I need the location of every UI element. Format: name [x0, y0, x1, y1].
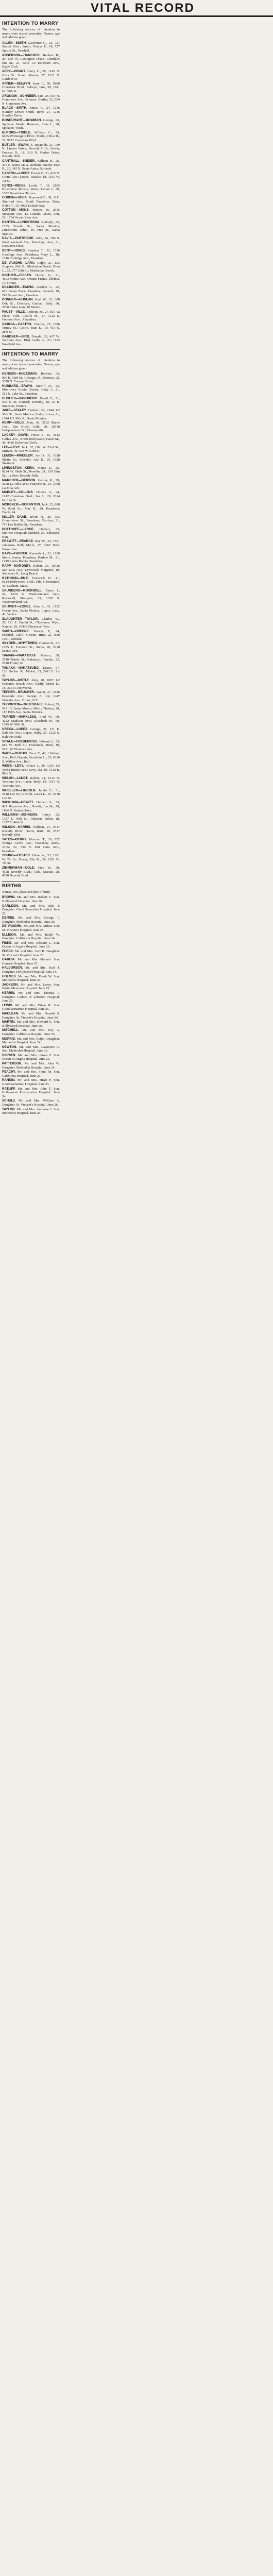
entry-text: Robert, 23, 10726 San Luis Ave., Lynwood; Margaret, 19, Somerset St., Long Beach.: [2, 564, 60, 576]
entry-name: SLAUGHTER—TAYLOR.: [2, 617, 39, 621]
entry-text: Herbert, 33, Melrose Hospital; Mildred, 23, Eldorado, Kan.: [2, 527, 60, 539]
record-entry: [2, 1099, 60, 1107]
entry-name: DE VAUGHN.: [2, 924, 23, 928]
entry-name: WILSON—HARRIS.: [2, 825, 31, 829]
entry-text: Thomas R., 27, 1075 E. Fremont St.; Stella, 20, 2210 Scenic Ave.: [2, 641, 60, 653]
entry-name: WICKHAM—HEWITT.: [2, 801, 34, 805]
entry-name: CENCI—WEISS.: [2, 183, 27, 188]
entry-name: CORBIN—SHEA.: [2, 196, 28, 200]
record-entry: [2, 515, 60, 527]
entry-name: DE VAUGHN—LARA.: [2, 261, 36, 265]
record-entry: [2, 666, 60, 678]
entry-text: Mr. and Mrs. Edgar R. Son. Good Samaritan Hospital. June 25.: [2, 1003, 60, 1011]
record-entry: [2, 866, 60, 878]
record-entry: [2, 184, 60, 196]
record-entry: [2, 1037, 60, 1045]
entry-text: Robert, 24, 1513 N. Vermont Ave.; Landt, Betty, 19, 1513 N. Vermont Ave.: [2, 776, 60, 788]
entry-name: MARLEY—COLLINS.: [2, 490, 34, 495]
section-intro: Names, sex, place and date of birth.: [2, 890, 51, 894]
entry-name: KERRIN.: [2, 991, 15, 995]
entry-text: Leslie T., 31, 2105 Broadview Terrace; Weiss, Lillian J., 29, 1052 Broadview Terrace.: [2, 183, 60, 195]
entry-name: DONNER—GUNLAN.: [2, 298, 34, 302]
entry-name: MACLEAN.: [2, 1011, 19, 1015]
entry-text: Reuben B., 29, 539 W. Lexington Drive, Glendale; Sue M., 21, 5243 1/2 Delaware Ave., Eagle Rock.: [2, 53, 60, 69]
section-0: [2, 21, 60, 346]
record-entry: [2, 466, 60, 478]
record-entry: [2, 384, 60, 396]
section-divider: [2, 349, 60, 350]
section-heading: BIRTHS: [2, 883, 22, 889]
entry-name: DANTES—LUNDSTROM.: [2, 220, 40, 224]
entry-name: RANKIN.: [2, 1078, 15, 1082]
record-entry: [2, 479, 60, 490]
entry-text: Charles W., 28, 121 E. Euclid St., Cheyenne, Wyo.; Nannie, 18, 10436 Cheyenne, Wyo.: [2, 617, 60, 629]
record-entry: [2, 446, 60, 453]
entry-name: HALVORSEN.: [2, 966, 23, 970]
entry-text: Fred W., 60, 4232 Madison Ave.; Elizabeth H., 60, 1015 W. 99th St.: [2, 715, 60, 727]
entry-text: Mr. and Mrs. Carl H. Daughter. St. Vincent's Hospital. June 23.: [2, 950, 60, 957]
record-entry: [2, 1004, 60, 1011]
record-entry: [2, 895, 60, 903]
entry-text: Norman T., 26, 822 Orange Grove Ave., Pasadena; Berry, Alma, 22, 530 N. Fair Oaks Ave., Pasadena.: [2, 837, 60, 853]
entry-name: ALLEN—SMITH.: [2, 41, 27, 45]
record-entry: [2, 776, 60, 788]
record-entry: [2, 82, 60, 94]
record-entry: [2, 630, 60, 641]
entry-text: E. Reynolds, 21, 709 N. Linden Drive, Beverly Hills; Swain, Frances D., 18, 310 N. Rodeo Drive, Beverly Hills.: [2, 143, 60, 159]
record-entry: [2, 433, 60, 445]
entry-text: Horace A., 24, 1612 Crenshaw Blvd.; Ina A., 29, 2014 W. 81st St.: [2, 490, 60, 502]
entry-text: Mr. and Mrs. Ambrose J. Son. Methodist Hospital. June 26.: [2, 1107, 60, 1115]
entry-text: George, 21, 131 E. Baldwin Ave.; Lopez, Ruby, 23, 1222 S. Baldwin Park.: [2, 727, 60, 739]
entry-text: Mr. and Mrs. Thomas P. Daughter. Cedars of Lebanon Hospital. June 26.: [2, 991, 60, 1003]
entry-name: NEWTON.: [2, 1045, 18, 1049]
entry-text: Mr. and Mrs. Ralph. Daughter. Methodist Hospital. June 24.: [2, 1037, 60, 1045]
entry-name: PREWITT—PEARCE.: [2, 539, 34, 544]
record-entry: [2, 764, 60, 776]
record-entry: [2, 715, 60, 727]
entry-text: Mr. and Mrs. William A. Daughter. St. Vincent's Hospital. June 26.: [2, 1099, 60, 1107]
record-entry: [2, 310, 60, 322]
entry-name: RATHBUN—PILE.: [2, 576, 29, 580]
entry-text: William, 21, 2517 Beverly Blvd.; Harris, Ruth, 18, 2517 Beverly Blvd.: [2, 825, 60, 837]
record-entry: [2, 703, 60, 715]
entry-text: John, 42, 3632 Maple Ave., Van Nuys; Gold, 20, 19310 Independence St., Chatsworth.: [2, 421, 60, 433]
record-entry: [2, 924, 60, 932]
entry-text: Minoru, 29, 2510 Trinity St.; Nakatsuji, Fumiko, 22, 2510 Trinity St.: [2, 654, 60, 666]
entry-text: Merrill D., 25, Monrovia; Erwin, Bonita, Betty J., 21, 312 S. Lake St., Pasadena.: [2, 384, 60, 396]
entry-name: RATLIFF.: [2, 1087, 16, 1091]
entry-name: ARONOW—SCHNEER.: [2, 94, 37, 98]
entry-text: Mr. and Mrs. Leroy. Son. White Memorial Hospital. June 25.: [2, 982, 60, 991]
entry-text: Mr. and Mrs. Robert C. Son. Hollywood Hospital. June 26.: [2, 895, 60, 903]
entry-name: SMITH—GREENE.: [2, 629, 30, 633]
entry-text: Mr. and Mrs. Frank M. Son. California Hospital. June 26.: [2, 1070, 60, 1078]
entry-name: FUESS.: [2, 950, 14, 954]
record-entry: [2, 1108, 60, 1115]
entry-text: Herbert S., 23, 421 Hyperion Ave.; Hewitt, Lucille, 20, 1104 N. Rodeo Drive.: [2, 801, 60, 812]
record-entry: [2, 94, 60, 106]
entry-name: LEE—LEVY.: [2, 445, 21, 449]
entry-name: BONDURANT—BOWMAN.: [2, 118, 42, 123]
record-entry: [2, 1012, 60, 1020]
record-entry: [2, 421, 60, 433]
entry-name: APPY—GRANT.: [2, 69, 26, 73]
entry-name: CASTRO—LOPEZ.: [2, 171, 30, 175]
entry-text: Robert, 23, 511 1/2 Santa Monica Blvd.; Thelma, 20, 187 Fifth Ave., Santa Monica.: [2, 703, 60, 715]
entry-text: Mr. and Mrs. Arthur. Son. St. Vincent's Hospital. June 25.: [2, 924, 60, 933]
record-entry: [2, 991, 60, 1003]
masthead: [0, 0, 273, 17]
entry-name: DAVIS—PARTRIDGE.: [2, 236, 35, 241]
entry-name: LEMON—WHEELER.: [2, 453, 34, 457]
entry-name: MCKENZIE—SCRANTON.: [2, 503, 41, 507]
entry-text: Mr. and Mrs. Edward L. Son. Queen of Angels Hospital. June 26.: [2, 941, 60, 949]
entry-text: Pierce J., 45, 4143 Colfax Ave., North Hollywood; Hazel M., 40, 4426 Kirkwood Drive.: [2, 433, 60, 445]
entry-text: George, 23, Spokane, Wash.; Bowman, Irene L., 20, Spokane, Wash.: [2, 118, 60, 130]
entry-name: DENNIS.: [2, 916, 15, 920]
record-entry: [2, 249, 60, 261]
entry-text: Raymond F., 38, 1111 Stratford Ave., South Pasadena; Shea, Helen T., 32, 4028 Leland Way.: [2, 196, 60, 208]
record-entry: [2, 1078, 60, 1086]
entry-name: BROWN.: [2, 895, 15, 900]
record-entry: [2, 261, 60, 273]
entry-name: GARCIA.: [2, 958, 16, 962]
entry-text: John S., 41, 1122 Ocean Ave., Santa Monica; Lopez, Lucy, 43, Venice.: [2, 604, 60, 617]
record-entry: [2, 131, 60, 143]
entry-text: Mr. and Mrs. Frank W. Son. Methodist Hospital. June 26.: [2, 974, 60, 982]
record-entry: [2, 564, 60, 576]
section-heading: INTENTION TO MARRY: [2, 351, 59, 358]
entry-text: Elmer J., 24, 1320 S. Westmoreland Ave.; Rockwell, Margaret, 23, 1320 S. Westmoreland Ave.: [2, 588, 60, 604]
entry-name: TURNER—HARKLESS.: [2, 715, 37, 719]
entry-text: Mr. and Mrs. Lawrence C. Son. Methodist Hospital. June 26.: [2, 1045, 60, 1053]
record-entry: [2, 236, 60, 248]
entry-text: Edward J., 23, 682 W. 86th St.; Fredericks, Ruth, 19, 5121 W. Florence Ave.: [2, 739, 60, 751]
section-intro: The following notices of intention to marry were issued yesterday. Names, age and address given:: [2, 28, 60, 40]
entry-name: WHEELER—LINCOLN.: [2, 788, 37, 792]
entry-name: COTTON—AKINS.: [2, 208, 30, 212]
entry-name: ELLISON.: [2, 933, 17, 937]
entry-name: TAYLOR.: [2, 1107, 16, 1111]
record-entry: [2, 208, 60, 220]
entry-name: TAYLOR—KISTLY.: [2, 678, 30, 682]
entry-text: Donald, 25, 417 W. Vermont Ave.; Bird, Lydia A., 23, 1123 Westfield Ave.: [2, 334, 60, 346]
entry-name: PATTERSON.: [2, 1062, 22, 1066]
entry-text: Harry C., 55, 1145 N. Vista St.; Grant, Marion, 37, 1211 N. Gardner St.: [2, 69, 60, 81]
entry-name: RAPP—MARONEY.: [2, 564, 31, 568]
entry-text: Monte E., 26, 8124 W. Beth St.; Roselin, 24, 130 Elm St., La Dow, Beverly Hills.: [2, 466, 60, 478]
entry-text: Homer G., 21, 4603 Monte Ave., Orcutt; Fickes, Thelma, 19, Orcutt.: [2, 273, 60, 285]
entry-name: MARCHER—BERSON.: [2, 478, 37, 482]
entry-text: Fred W., 30, 4528 Beverly Blvd.; Cole, Marian, 28, 4528 Beverly Blvd.: [2, 866, 60, 878]
entry-name: MILLER—DAAB.: [2, 515, 27, 519]
record-entry: [2, 41, 60, 53]
entry-text: Mr. and Mrs. Hugh P. Son. Good Samaritan Hospital. June 25.: [2, 1078, 60, 1087]
entry-name: O'BRIEN.: [2, 1053, 16, 1057]
entry-name: SCHULZ.: [2, 1099, 16, 1103]
record-entry: [2, 397, 60, 409]
entry-name: POTTHOFF—LARGE.: [2, 527, 35, 531]
record-entry: [2, 54, 60, 69]
record-entry: [2, 801, 60, 812]
entry-name: MITCHELL.: [2, 1028, 19, 1032]
record-entry: [2, 70, 60, 81]
entry-name: ARNER—SELWYN.: [2, 81, 31, 86]
entry-text: David G., 21, 558 S. St. Oxnard; Dorothy, 18, 32 E. Simpson, Ventura.: [2, 396, 60, 408]
entry-name: CANTRALL—SNIDER.: [2, 159, 36, 163]
entry-text: Lawrence C., 23, 727 Sunset Blvd.; Smith; Gladys E., 18, 727 Spruce St., Newhall.: [2, 41, 60, 53]
entry-text: John, 24, 306 S. Westmoreland Ave.; Partridge, Ann, 21, Rosslawn Place.: [2, 236, 60, 248]
record-entry: [2, 958, 60, 965]
entry-text: George R., 29, 3628 La Jolla Ave.; Marjorie R., 24, 3708 La Jolla Ave.: [2, 478, 60, 490]
entry-name: UREKA—LOPEZ.: [2, 727, 28, 731]
record-entry: [2, 490, 60, 502]
record-entry: [2, 335, 60, 347]
record-entry: [2, 838, 60, 853]
record-entry: [2, 904, 60, 916]
record-entry: [2, 372, 60, 384]
record-entry: [2, 950, 60, 957]
entry-name: WADE—DUPUIS.: [2, 752, 28, 756]
entry-text: Mr. and Mrs. George T. Daughter. Methodist Hospital. June 26.: [2, 916, 60, 924]
record-entry: [2, 552, 60, 564]
entry-text: Mr. and Mrs. John W. Daughter. Methodist Hospital. June 24.: [2, 1062, 60, 1070]
page-title: VITAL RECORD: [91, 1, 195, 15]
entry-text: Jay D., 31, 1628 Shatto St.; Wheeler, Ann E., 25, 1628 Shatto St.: [2, 453, 60, 466]
record-entry: [2, 539, 60, 551]
entry-text: William H., 26, 336 N. Santa Anita, Burbank; Snider, Mae R., 20, 342 N. Santa Anita, Burbank.: [2, 159, 60, 171]
record-entry: [2, 854, 60, 866]
entry-name: TEPPER—BRUCKER.: [2, 690, 35, 694]
record-entry: [2, 1054, 60, 1061]
entry-name: GARCIA—CASTRO.: [2, 322, 32, 326]
entry-text: Mr. and Mrs. Erik J. Daughter. Good Samaritan Hospital. June 25.: [2, 904, 60, 916]
entry-name: CARLSON.: [2, 904, 19, 908]
record-entry: [2, 172, 60, 183]
record-entry: [2, 118, 60, 130]
entry-text: Kenneth A., 22, 1919 Sierra Bonita, Pasadena; Pauline M., 21, 1919 Sierra Bonita, Pasadena.: [2, 552, 60, 564]
record-entry: [2, 813, 60, 825]
entry-text: Walter, 27, 3436 Rosedale Ave.; George A., 24, 1247 Wheeler Ave., Bronx, N.Y.: [2, 690, 60, 702]
entry-text: Sam, 25, 654 N. Commons Ave.; Schneer, Bertha, 22, 654 N. Commons Ave.: [2, 94, 60, 106]
entry-name: JAKE—STALEY.: [2, 409, 27, 413]
section-heading: INTENTION TO MARRY: [2, 21, 59, 26]
entry-text: Harry, 22, 1327 E. 46th St.; Johnson, Helen, 18, 1327 E. 46th St.: [2, 813, 60, 825]
entry-name: GARDNER—BIRD.: [2, 334, 30, 338]
entry-text: Rudolph, 22, 1535 Fourth St., Santa Monica; Lundstrom, Edith, 19, Pico St., Santa Monica.: [2, 220, 60, 236]
entry-text: Herbert, 33, 909 E. 53rd St., Chicago, Ill.; Bernice, 22, 3378 N. Canyon Drive.: [2, 372, 60, 384]
record-entry: [2, 454, 60, 466]
entry-text: Mr. and Mrs. Donald S. Daughter. St. Vincent's Hospital. June 24.: [2, 1011, 60, 1020]
entry-text: Tatsuo, 27, 126 Decker St., Midori, 23, 2411 E. 1st St.: [2, 666, 60, 678]
entry-text: Ralph, 21, Los Angeles, 26th St., Manhattan Beach; Dora L., 25, 277 26th St., Manhattan Beach.: [2, 261, 60, 273]
record-entry: [2, 1020, 60, 1028]
entry-text: Homer, 26, 2615 Mesquite Ave., La Canada; Akins, Ann, 21, 1734 Ocean View Ave.: [2, 208, 60, 220]
section-intro: The following notices of intention to marry were issued yesterday. Names, age and address given:: [2, 359, 60, 370]
entry-text: Irwin H., 26, 393 Grand-view St., Pasadena; Carolyn, 21, 745 Los Robles St., Pasadena.: [2, 515, 60, 527]
record-entry: [2, 654, 60, 666]
entry-text: Horace J., 30, 1233 1/2 Yerba Buena Ave.; Levy, Ida, 19, 1512 E. 88th St.: [2, 764, 60, 776]
record-entry: [2, 933, 60, 941]
record-entry: [2, 589, 60, 604]
record-entry: [2, 690, 60, 702]
record-entry: [2, 641, 60, 653]
record-entry: [2, 941, 60, 949]
entry-text: Gordon L., 22, 620 Grove Place, Pasadena; Annette, 19, 747 Sunset Ave., Pasadena.: [2, 285, 60, 297]
entry-text: Anthony M., 27, 813 Va Place; Ville, Lucille M., 27, 1112 S. Fremont Ave., Alhambra.: [2, 310, 60, 322]
entry-text: Mr. and Mrs. John T. Son. Hollywood Presbyterian Hospital. June 24.: [2, 1087, 60, 1098]
entry-text: Jack, 62, Olv. W. 53rd St.; Miriam, 49, 504 W. 53rd St.: [2, 445, 60, 453]
entry-text: Mr. and Mrs. Roy A. Daughter. California Hospital. June 25.: [2, 1028, 60, 1036]
entry-name: VITALE—FREDERICKS.: [2, 739, 38, 743]
entry-text: Mr. and Mrs. Manuel. Son. General Hospital. June 25.: [2, 958, 60, 965]
entry-name: SAUNDERS—ROCKWELL.: [2, 588, 43, 592]
record-entry: [2, 1070, 60, 1078]
entry-text: Mr. and Mrs. Ralph W. Daughter. California Hospital. June 24.: [2, 933, 60, 941]
entry-name: HUGHES—SANDBERG.: [2, 396, 38, 400]
entry-text: Herbert, 24, 1544 1/2 30th St., Santa Monica; Staley, Lorna, 21, 1544 1/2 30th St., Santa Monica.: [2, 409, 60, 420]
record-entry: [2, 966, 60, 974]
entry-name: JACKSON.: [2, 982, 19, 987]
record-entry: [2, 825, 60, 837]
entry-name: PEACHY.: [2, 1070, 16, 1074]
entry-name: TANAKA—NAKATSUBO.: [2, 666, 40, 670]
entry-text: Frederick D., 41, 6614 Hollywood Blvd.; Pile, Clementine, 30, Lanham, Mass.: [2, 576, 60, 588]
record-entry: [2, 983, 60, 991]
record-entry: [2, 285, 60, 297]
record-entry: [2, 106, 60, 118]
entry-name: RAPE—FARRER.: [2, 552, 28, 556]
entry-name: MORRIS.: [2, 1037, 16, 1041]
record-entry: [2, 679, 60, 690]
record-entry: [2, 221, 60, 236]
record-entry: [2, 1087, 60, 1099]
entry-name: WILLIAMS—JOHNSON.: [2, 813, 38, 817]
entry-name: ZIMMERMAN—COLE.: [2, 866, 35, 870]
entry-name: TAMAKI—NAKATSUJI.: [2, 654, 37, 658]
record-entry: [2, 528, 60, 539]
entry-text: Harvey F., 24, Soledad, Calif.; Greene, Irma, 23, Box 1081, Soledad.: [2, 629, 60, 641]
entry-name: FISKE.: [2, 941, 12, 945]
record-entry: [2, 409, 60, 420]
text-column: [2, 21, 60, 1118]
entry-name: MARTIN.: [2, 1020, 15, 1024]
section-2: [2, 883, 60, 1115]
record-entry: [2, 605, 60, 617]
entry-text: Ernest R., 21, 415 N. Grand Ave.; Lopez, Rosalie, 18, 1611 W. 1st St.: [2, 171, 60, 183]
section-1: [2, 351, 60, 877]
entry-name: LACKEY—DAVIS.: [2, 433, 29, 437]
record-entry: [2, 1028, 60, 1036]
record-entry: [2, 274, 60, 285]
entry-text: Glenn A., 33, 1201 W. 7th St.; Foster, Ella M., 29, 1201 W. 7th St.: [2, 854, 60, 866]
entry-name: DINTHER—FICKES.: [2, 273, 32, 277]
entry-text: Mr. and Mrs. Howard E. Son. Hollywood Hospital. June 26.: [2, 1020, 60, 1028]
entry-name: DILLINGER—TIMING.: [2, 285, 35, 290]
entry-text: Oscar T., 46, 1 Walker Ave., Bell; Dupuis, Geraldine L., 23, 6316 S. Walker Ave., Bell.: [2, 752, 60, 764]
entry-name: BUTLER—SWAIN.: [2, 143, 30, 147]
entry-name: SCHMIDT—LOPEZ.: [2, 604, 31, 608]
entry-name: LEWIS.: [2, 1003, 13, 1007]
entry-name: BUFORD—TINDLE.: [2, 130, 31, 134]
record-entry: [2, 323, 60, 334]
entry-text: Mr. and Mrs. James F. Son. Queen of Angels Hospital. June 25.: [2, 1053, 60, 1061]
entry-text: Mr. and Mrs. Karl J. Daughter. Hollywood Hospital. June 24.: [2, 966, 60, 974]
entry-name: BLACK—SMITH.: [2, 106, 27, 110]
entry-text: John, 20, 1007 1/2 Redondo Beach Ave.; Kistly, Marie E., 18, 312 N. Hoover St.: [2, 678, 60, 690]
record-entry: [2, 752, 60, 764]
entry-name: HUBBARD—ERWIN.: [2, 384, 33, 388]
record-entry: [2, 727, 60, 739]
record-entry: [2, 298, 60, 310]
entry-text: Stephen T., 22, 1516 Coolidge Ave., Pasadena; Mary L., 18, 1516 Coolidge Ave., Pasadena.: [2, 249, 60, 261]
entry-text: William C., 25, 6925 Wilmington Blvd.; Tindle, Olive H., 21, 9512 Crenshaw Blvd.: [2, 130, 60, 143]
entry-text: Charles, 25, 1606 Trinity St.; Castro, Juan E., 18, 413 S. 28th St.: [2, 322, 60, 334]
entry-name: HENSON—HOLTZMAN.: [2, 372, 38, 376]
entry-name: FAUST—VILLE.: [2, 310, 26, 314]
record-entry: [2, 503, 60, 515]
entry-text: Jack, 25, 808 W. 92nd St.; Mae R., 29, Pasadena; Frank, 24.: [2, 503, 60, 515]
record-entry: [2, 617, 60, 629]
section-divider: [2, 881, 60, 882]
entry-name: YOUNG—FOSTER.: [2, 854, 31, 858]
entry-name: WELSH—LANDT.: [2, 776, 28, 780]
entry-name: LIVINGSTON—KERN.: [2, 466, 35, 470]
record-entry: [2, 1062, 60, 1070]
record-entry: [2, 196, 60, 208]
entry-name: SNYDER—WHYTEHEN.: [2, 641, 38, 646]
record-entry: [2, 143, 60, 159]
entry-text: James F., 24, 1216 Huntley Drive; Smith, Irene, 21, 1216 Huntley Drive.: [2, 106, 60, 118]
entry-name: DENT—JONES.: [2, 249, 26, 253]
record-entry: [2, 975, 60, 982]
entry-text: Roy W., 24, 7551 Jabonetta Bell; Merle, 17, 6267 Bell-flower Ave.: [2, 539, 60, 551]
entry-text: Jerald C., 31, 3518 Lee St.; Lincoln, Laura L., 25, 3518 Lee St.: [2, 788, 60, 800]
record-entry: [2, 577, 60, 588]
entry-name: YATES—BERRY.: [2, 837, 27, 841]
entry-name: HOLMES.: [2, 974, 17, 978]
record-entry: [2, 740, 60, 752]
entry-name: ANDERSON—HANCOCK.: [2, 53, 41, 57]
record-entry: [2, 789, 60, 801]
record-entry: [2, 916, 60, 924]
entry-name: KEMP—GOLD.: [2, 421, 25, 425]
record-entry: [2, 1045, 60, 1053]
entry-text: Karl W., 23, 308 Oak St., Glendale; Gunlan, Sally, 20, 2500 Cedar Lane, El Monte.: [2, 298, 60, 310]
record-entry: [2, 159, 60, 171]
entry-name: WEBB—LEVY.: [2, 764, 24, 768]
entry-text: Jerry F., 50, 5800 Crenshaw Blvd.; Selwyn, Jane, 28, 1011 W. 38th St.: [2, 81, 60, 93]
entry-name: THORNTON—TRUESDALE.: [2, 703, 44, 707]
